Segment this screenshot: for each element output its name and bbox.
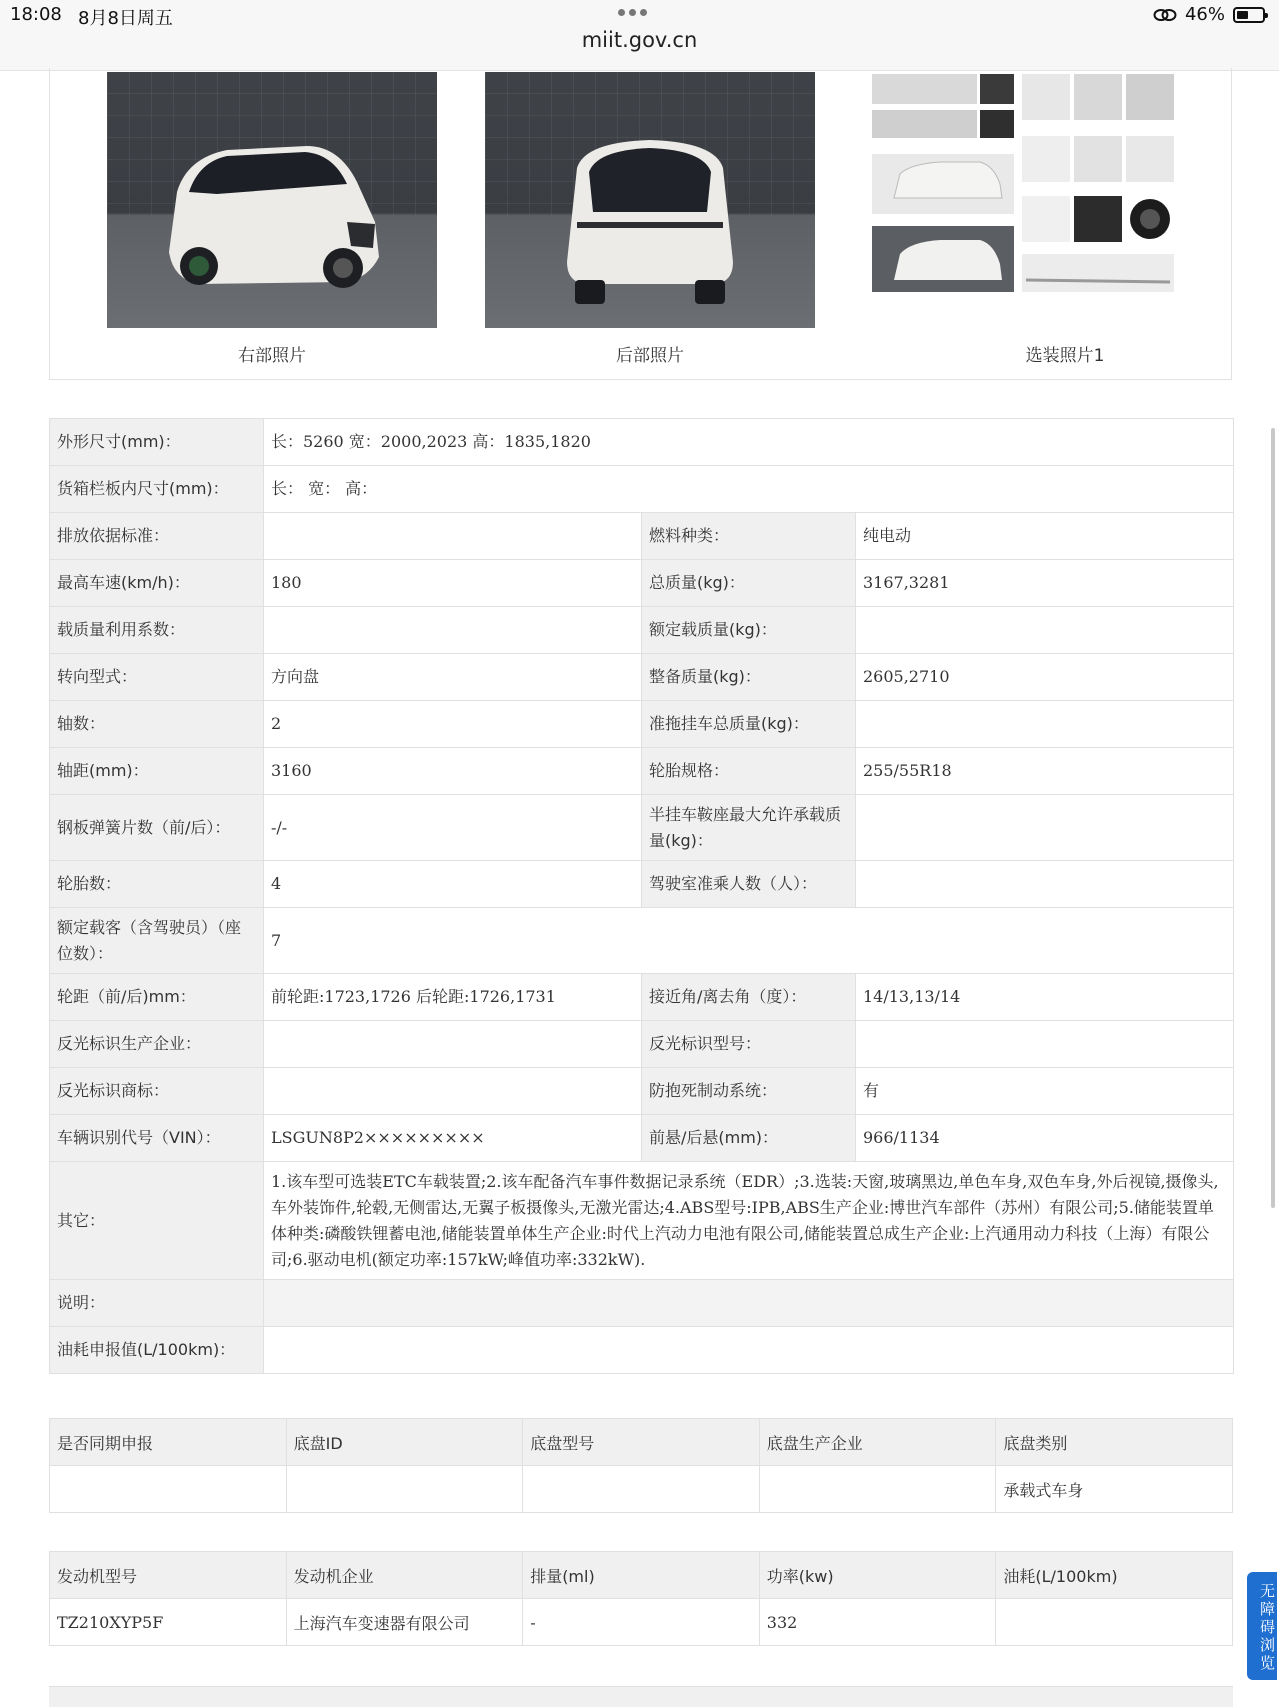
spec-label: 钢板弹簧片数（前/后）： xyxy=(50,795,264,861)
spec-value xyxy=(264,1068,642,1115)
spec-other-value: 1.该车型可选装ETC车载装置;2.该车配备汽车事件数据记录系统（EDR）;3.选装:天窗,玻璃黑边,单色车身,双色车身,外后视镜,摄像头,车外装饰件,轮毂,无侧雷达,无翼子板摄像头,无激光雷达;4.ABS型号:IPB,ABS生产企业:博世汽车部件（苏州）有限公司;5.储能装置单体种类:磷酸铁锂蓄电池,储能装置单体生产企业:时代上汽动力电池有限公司,储能装置总成生产企业:上汽通用动力科技（上海）有限公司;6.驱动电机(额定功率:157kW;峰值功率:332kW). xyxy=(264,1162,1234,1280)
spec-value: 长：5260 宽：2000,2023 高：1835,1820 xyxy=(264,419,1234,466)
spec-label: 整备质量(kg)： xyxy=(642,654,856,701)
spec-label: 轴距(mm)： xyxy=(50,748,264,795)
spec-label: 反光标识型号： xyxy=(642,1021,856,1068)
spec-label: 额定载客（含驾驶员）（座位数）： xyxy=(50,908,264,974)
spec-label: 其它： xyxy=(50,1162,264,1280)
chassis-cell xyxy=(286,1466,523,1513)
spec-label: 排放依据标准： xyxy=(50,513,264,560)
spec-value: 180 xyxy=(264,560,642,607)
chassis-cell: 承载式车身 xyxy=(996,1466,1233,1513)
vehicle-spec-table xyxy=(49,418,1234,1374)
spec-value: -/- xyxy=(264,795,642,861)
chassis-header: 底盘类别 xyxy=(996,1419,1233,1466)
spec-value: 4 xyxy=(264,861,642,908)
engine-cell: - xyxy=(523,1599,760,1646)
engine-header: 发动机企业 xyxy=(286,1552,523,1599)
spec-value xyxy=(856,1021,1234,1068)
spec-value xyxy=(856,861,1234,908)
spec-label: 说明： xyxy=(50,1280,264,1327)
address-bar-url[interactable]: miit.gov.cn xyxy=(581,28,698,52)
spec-label: 接近角/离去角（度）： xyxy=(642,974,856,1021)
spec-label: 轮胎数： xyxy=(50,861,264,908)
engine-table xyxy=(49,1551,1233,1646)
spec-label: 转向型式： xyxy=(50,654,264,701)
engine-cell: 332 xyxy=(759,1599,996,1646)
chassis-cell xyxy=(50,1466,287,1513)
photo-caption-optional: 选装照片1 xyxy=(1025,346,1105,366)
spec-label: 轴数： xyxy=(50,701,264,748)
status-date: 8月8日周五 xyxy=(78,8,173,29)
rear-photo[interactable] xyxy=(485,72,815,328)
browser-status-bar xyxy=(0,0,1279,71)
spec-value: 长： 宽： 高： xyxy=(264,466,1234,513)
status-time: 18:08 xyxy=(10,4,62,25)
chassis-cell xyxy=(523,1466,760,1513)
spec-value: 有 xyxy=(856,1068,1234,1115)
engine-cell xyxy=(996,1599,1233,1646)
spec-label: 轮距（前/后)mm： xyxy=(50,974,264,1021)
engine-header: 发动机型号 xyxy=(50,1552,287,1599)
next-table-strip xyxy=(49,1686,1233,1707)
chassis-header: 底盘型号 xyxy=(523,1419,760,1466)
spec-label: 总质量(kg)： xyxy=(642,560,856,607)
spec-value xyxy=(264,1021,642,1068)
engine-cell: 上海汽车变速器有限公司 xyxy=(286,1599,523,1646)
spec-value: 7 xyxy=(264,908,1234,974)
spec-label: 准拖挂车总质量(kg)： xyxy=(642,701,856,748)
spec-label: 轮胎规格： xyxy=(642,748,856,795)
spec-value: LSGUN8P2××××××××× xyxy=(264,1115,642,1162)
page-scrollbar[interactable] xyxy=(1271,428,1275,1208)
spec-label: 货箱栏板内尺寸(mm)： xyxy=(50,466,264,513)
spec-label: 燃料种类： xyxy=(642,513,856,560)
spec-value: 3167,3281 xyxy=(856,560,1234,607)
more-dots-icon[interactable] xyxy=(618,9,647,16)
spec-label: 防抱死制动系统： xyxy=(642,1068,856,1115)
spec-label: 外形尺寸(mm)： xyxy=(50,419,264,466)
battery-icon xyxy=(1233,7,1265,23)
chassis-header: 是否同期申报 xyxy=(50,1419,287,1466)
chassis-header: 底盘生产企业 xyxy=(759,1419,996,1466)
engine-header: 功率(kw) xyxy=(759,1552,996,1599)
vehicle-photo-panel xyxy=(49,68,1232,380)
spec-label: 半挂车鞍座最大允许承载质量(kg)： xyxy=(642,795,856,861)
spec-label: 油耗申报值(L/100km)： xyxy=(50,1327,264,1374)
spec-value: 3160 xyxy=(264,748,642,795)
spec-value xyxy=(264,513,642,560)
spec-label: 反光标识生产企业： xyxy=(50,1021,264,1068)
spec-value: 2605,2710 xyxy=(856,654,1234,701)
link-icon xyxy=(1153,7,1177,23)
spec-value xyxy=(264,607,642,654)
spec-value: 255/55R18 xyxy=(856,748,1234,795)
chassis-header: 底盘ID xyxy=(286,1419,523,1466)
optional-equipment-photo[interactable] xyxy=(870,74,1200,326)
spec-label: 最高车速(km/h)： xyxy=(50,560,264,607)
spec-value xyxy=(856,607,1234,654)
accessibility-button[interactable]: 无障碍浏览 xyxy=(1247,1572,1277,1680)
spec-label: 前悬/后悬(mm)： xyxy=(642,1115,856,1162)
spec-label: 车辆识别代号（VIN）： xyxy=(50,1115,264,1162)
spec-value xyxy=(856,795,1234,861)
spec-value: 14/13,13/14 xyxy=(856,974,1234,1021)
spec-label: 反光标识商标： xyxy=(50,1068,264,1115)
spec-value xyxy=(856,701,1234,748)
spec-label: 额定载质量(kg)： xyxy=(642,607,856,654)
spec-value: 2 xyxy=(264,701,642,748)
engine-header: 油耗(L/100km) xyxy=(996,1552,1233,1599)
photo-caption-right: 右部照片 xyxy=(238,346,306,366)
chassis-cell xyxy=(759,1466,996,1513)
spec-value: 前轮距:1723,1726 后轮距:1726,1731 xyxy=(264,974,642,1021)
engine-header: 排量(ml) xyxy=(523,1552,760,1599)
right-side-photo[interactable] xyxy=(107,72,437,328)
spec-label: 载质量利用系数： xyxy=(50,607,264,654)
spec-label: 驾驶室准乘人数（人）： xyxy=(642,861,856,908)
engine-cell: TZ210XYP5F xyxy=(50,1599,287,1646)
spec-value: 纯电动 xyxy=(856,513,1234,560)
battery-percent: 46% xyxy=(1184,4,1225,25)
spec-value xyxy=(264,1327,1234,1374)
spec-value: 966/1134 xyxy=(856,1115,1234,1162)
spec-value xyxy=(264,1280,1234,1327)
status-indicators xyxy=(1153,4,1265,25)
chassis-table xyxy=(49,1418,1233,1513)
photo-caption-rear: 后部照片 xyxy=(616,346,684,366)
spec-value: 方向盘 xyxy=(264,654,642,701)
